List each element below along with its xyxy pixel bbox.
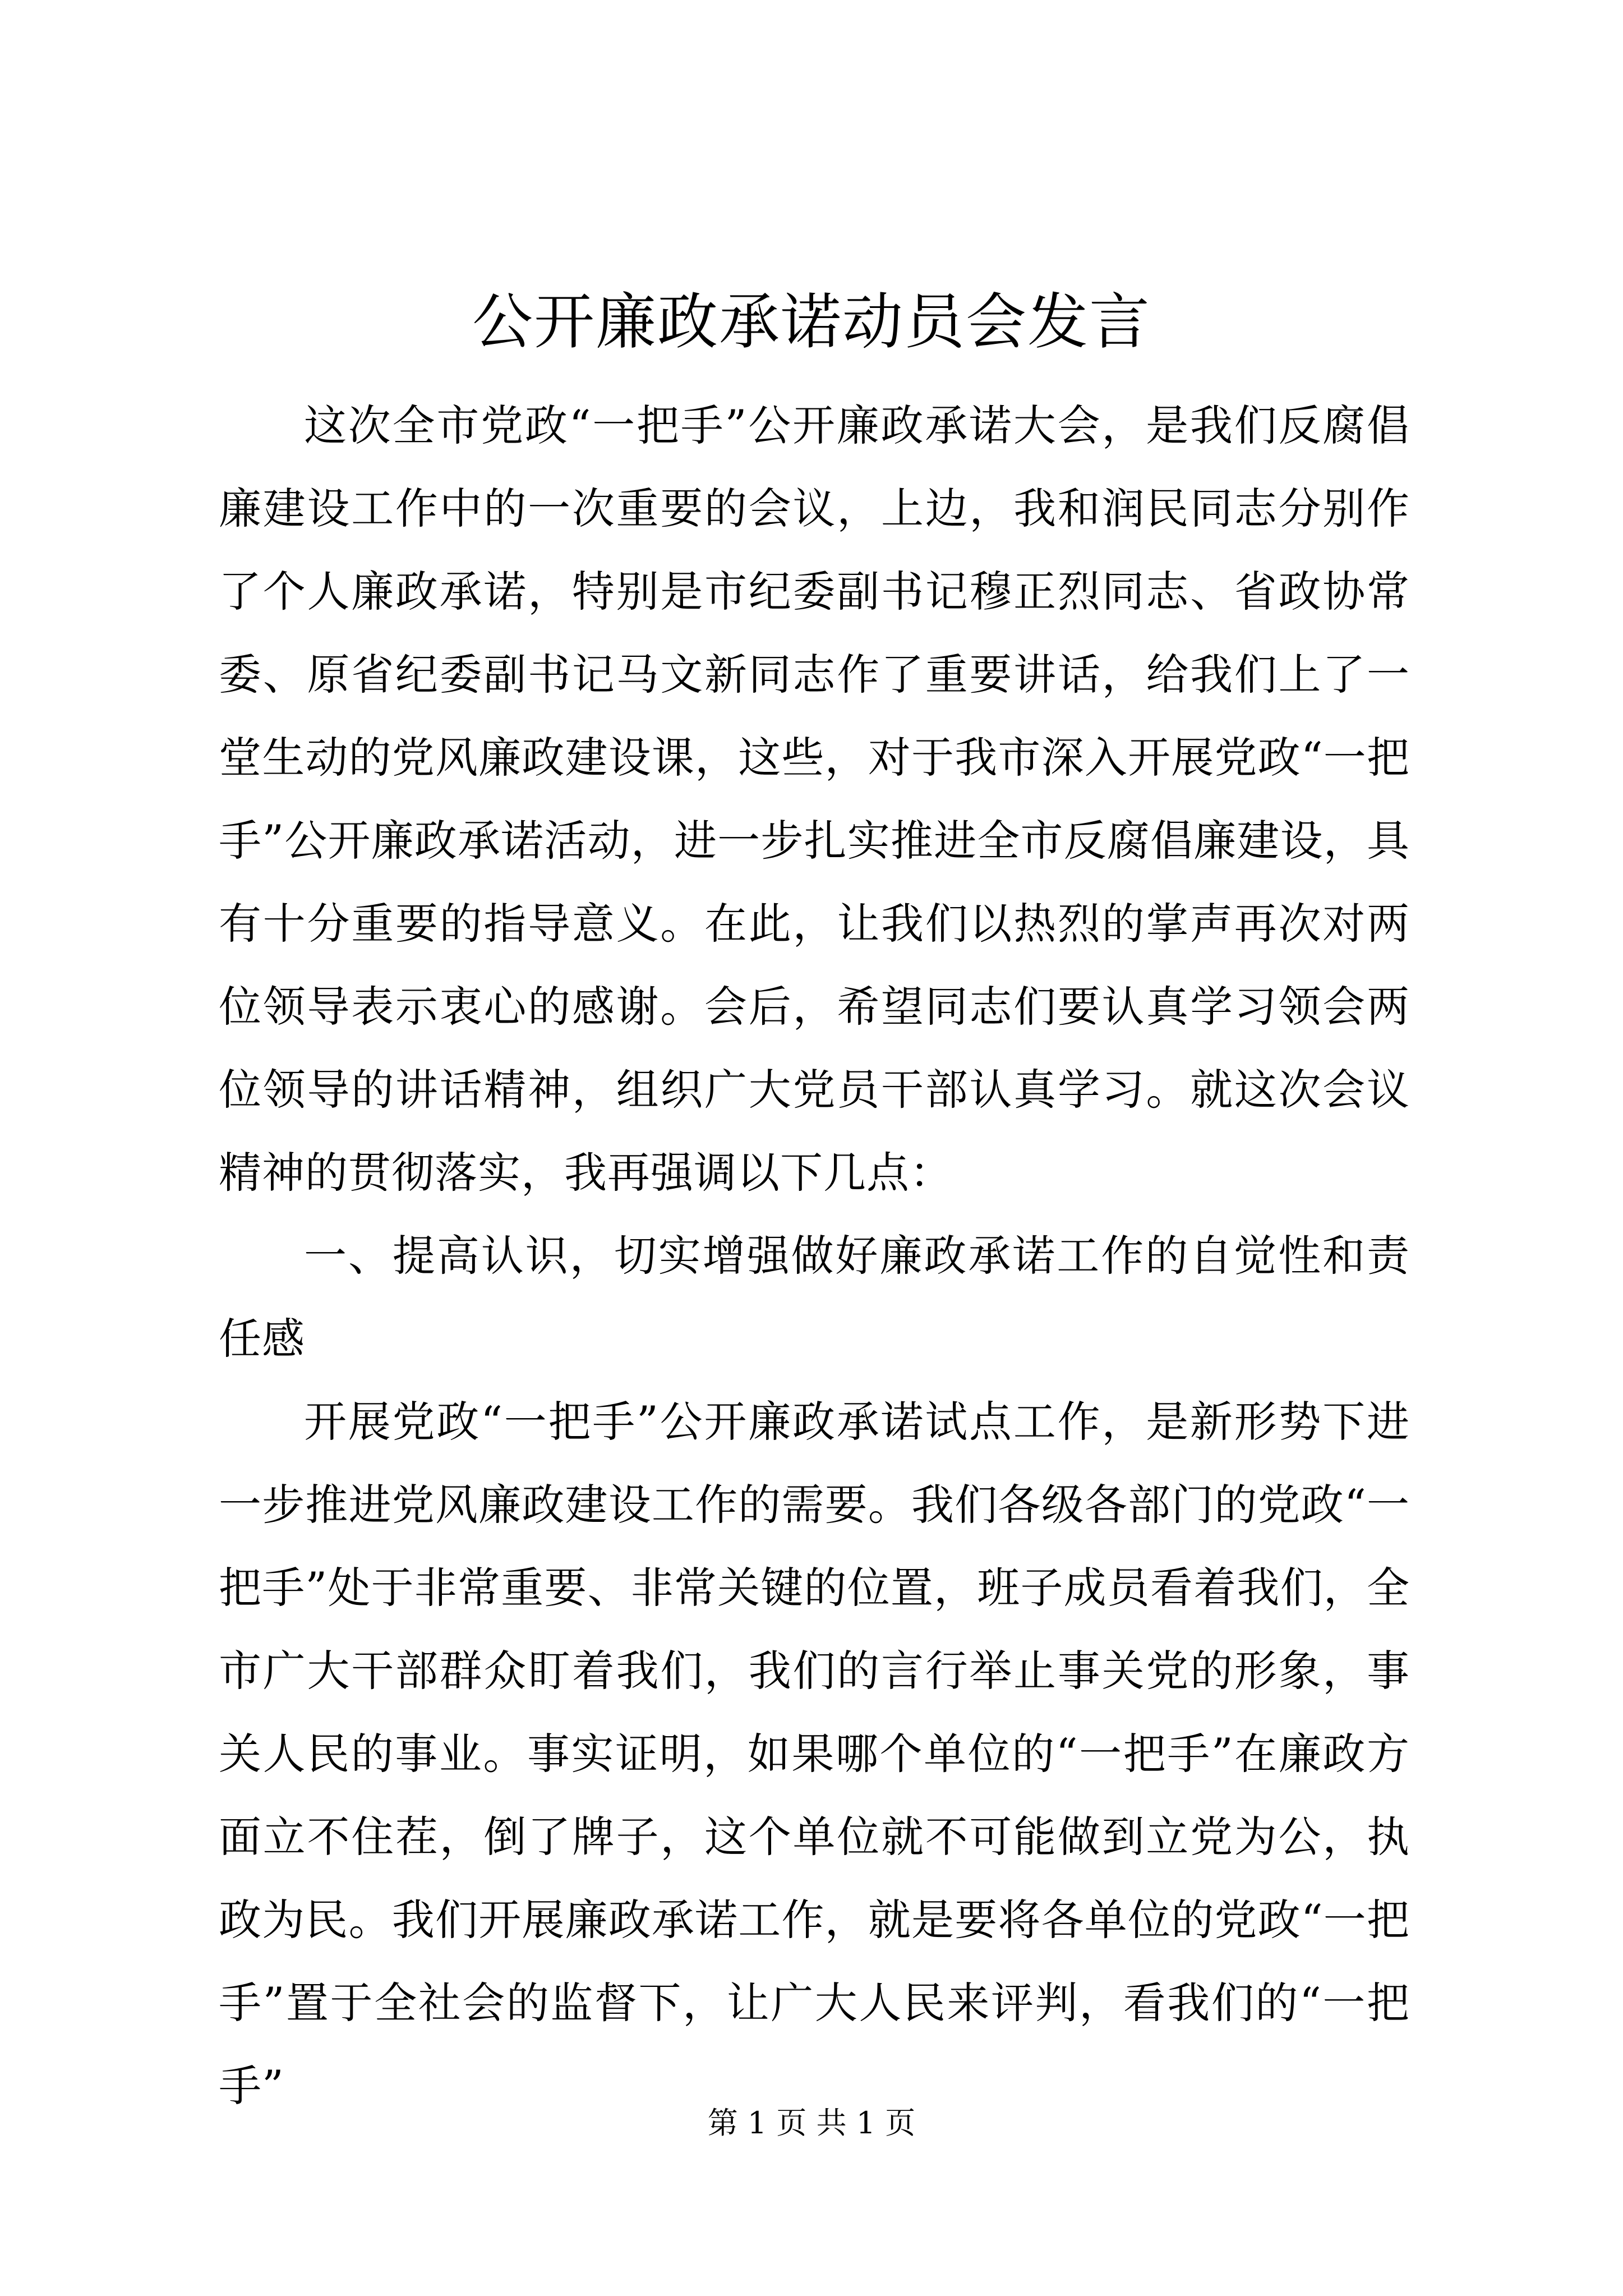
paragraph-section-1: 开展党政“一把手”公开廉政承诺试点工作，是新形势下进一步推进党风廉政建设工作的需要。我们各级各部门的党政“一把手”处于非常重要、非常关键的位置，班子成员看着我们，全市广大干部群众盯着我们，我们的言行举止事关党的形象，事关人民的事业。事实证明，如果哪个单位的“一把手”在廉政方面立不住茬，倒了牌子，这个单位就不可能做到立党为公，执政为民。我们开展廉政承诺工作，就是要将各单位的党政“一把手”置于全社会的监督下，让广大人民来评判，看我们的“一把手”	[219, 1397, 1410, 2111]
paragraph-intro: 这次全市党政“一把手”公开廉政承诺大会，是我们反腐倡廉建设工作中的一次重要的会议，上边，我和润民同志分别作了个人廉政承诺，特别是市纪委副书记穆正烈同志、省政协常委、原省纪委副书记马文新同志作了重要讲话，给我们上了一堂生动的党风廉政建设课，这些，对于我市深入开展党政“一把手”公开廉政承诺活动，进一步扎实推进全市反腐倡廉建设，具有十分重要的指导意义。在此，让我们以热烈的掌声再次对两位领导表示衷心的感谢。会后，希望同志们要认真学习领会两位领导的讲话精神，组织广大党员干部认真学习。就这次会议精神的贯彻落实，我再强调以下几点：	[219, 401, 1410, 1198]
document-title: 公开廉政承诺动员会发言	[472, 287, 1151, 357]
section-heading-1: 一、提高认识，切实增强做好廉政承诺工作的自觉性和责任感	[219, 1231, 1410, 1364]
document-body	[219, 384, 1410, 2128]
page-footer: 第 1 页 共 1 页	[707, 2105, 916, 2141]
